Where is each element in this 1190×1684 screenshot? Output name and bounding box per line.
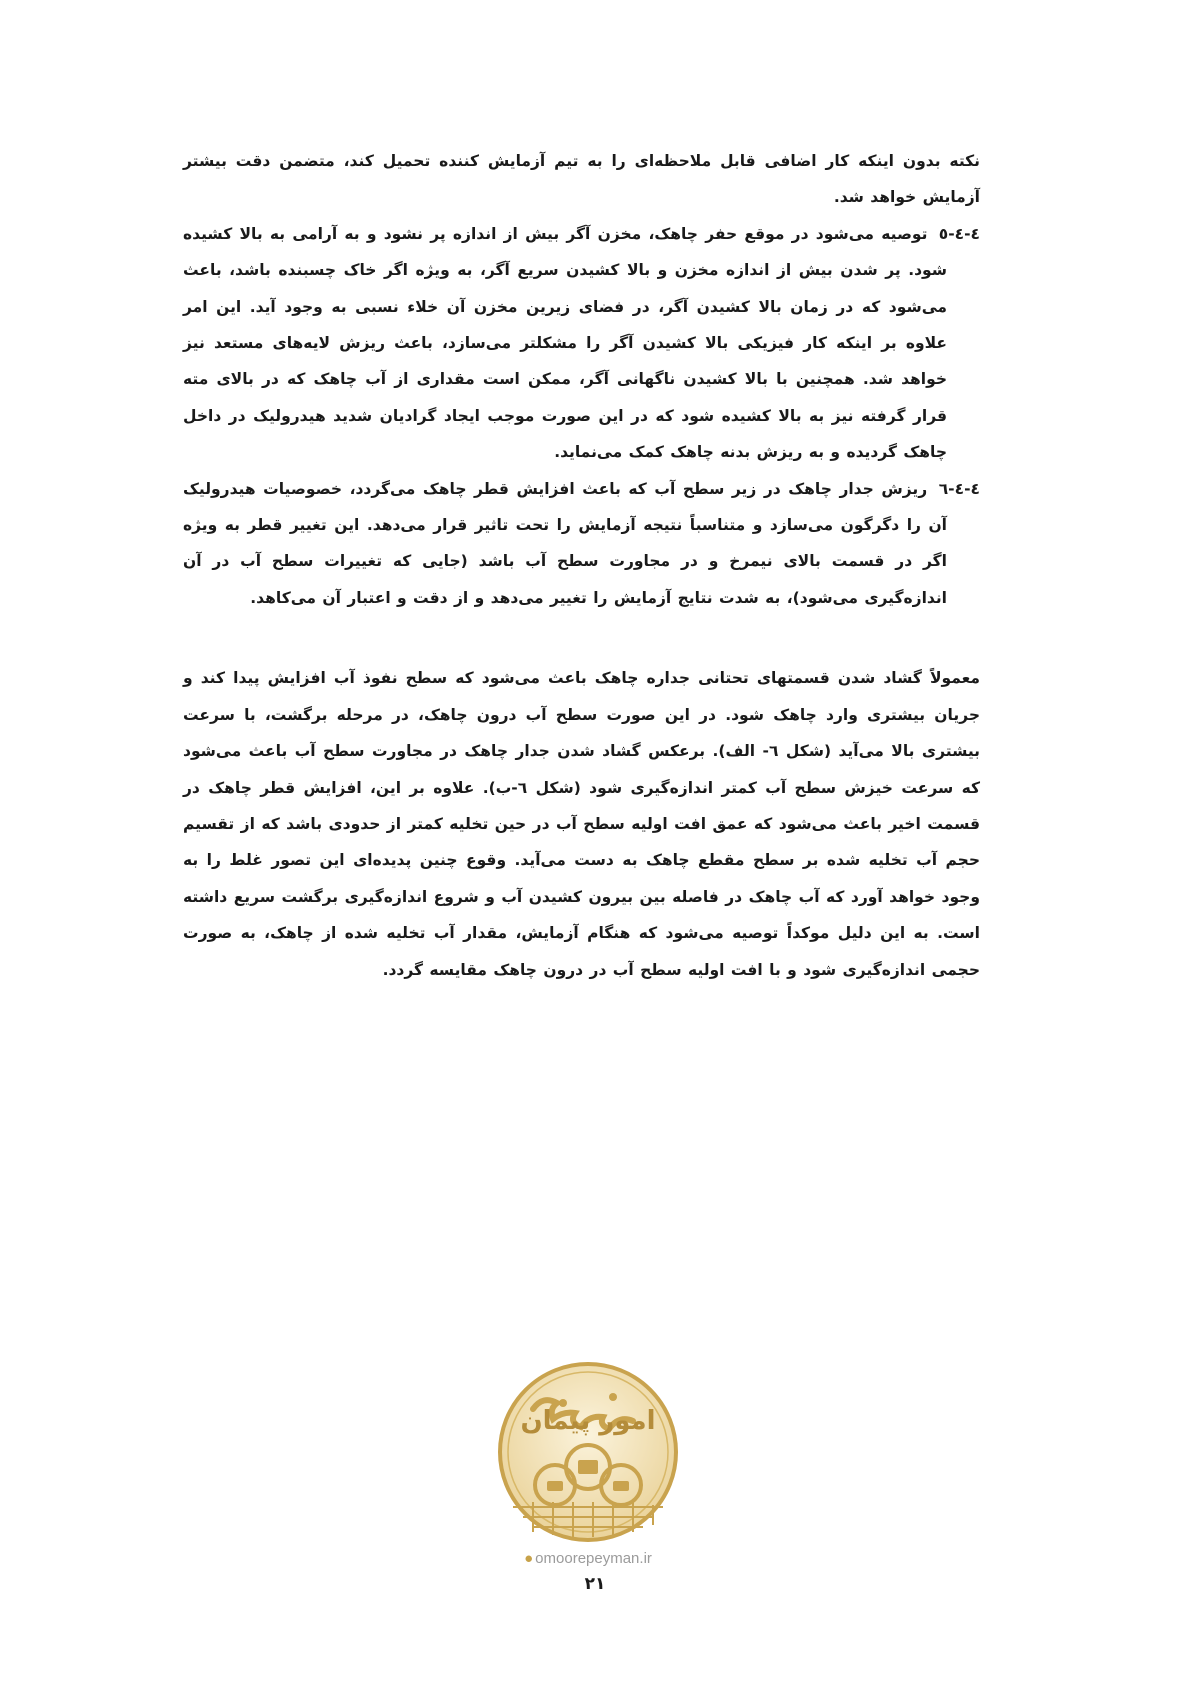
paragraph-spacer xyxy=(183,616,980,660)
omoorepeyman-logo xyxy=(493,1357,683,1547)
at-icon: ● xyxy=(524,1550,534,1567)
section-item-4-4-6 xyxy=(183,471,980,617)
section-item-4-4-5 xyxy=(183,216,980,471)
section-text: توصیه می‌شود در موقع حفر چاهک، مخزن آگر بیش از اندازه پر نشود و به آرامی به بالا کشیده شود. پر شدن بیش از اندازه مخزن و بالا کشیدن سریع آگر، به ویژه اگر خاک چسبنده باشد، باعث می‌شود که در زمان بالا کشیدن آگر، در فضای زیرین مخزن آن خلاء نسبی به وجود آید. این امر علاوه بر اینکه کار فیزیکی بالا کشیدن آگر را مشکلتر می‌سازد، باعث ریزش لایه‌های مستعد نیز خواهد شد. همچنین با بالا کشیدن ناگهانی آگر، ممکن است مقداری از آب چاهک که در بالای مته قرار گرفته نیز به بالا کشیده شود که در این صورت موجب ایجاد گرادیان شدید هیدرولیک در داخل چاهک گردیده و به ریزش بدنه چاهک کمک می‌نماید. xyxy=(183,224,947,462)
section-number: ٤-٤-٥ xyxy=(938,224,980,243)
section-number: ٤-٤-٦ xyxy=(938,479,980,498)
body-text xyxy=(183,143,980,988)
section-text: ریزش جدار چاهک در زیر سطح آب که باعث افزایش قطر چاهک می‌گردد، خصوصیات هیدرولیک آن را دگرگون می‌سازد و متناسباً نتیجه آزمایش را تحت تاثیر قرار می‌دهد. این تغییر قطر به ویژه اگر در قسمت بالای نیمرخ و در مجاورت سطح آب باشد (جایی که تغییرات سطح آب در آن اندازه‌گیری می‌شود)، به شدت نتایج آزمایش را تغییر می‌دهد و از دقت و اعتبار آن می‌کاهد. xyxy=(183,479,947,607)
logo-wordmark: امور پیمان xyxy=(520,1406,656,1436)
website-text: omoorepeyman.ir xyxy=(535,1550,652,1567)
body-paragraph: معمولاً گشاد شدن قسمتهای تحتانی جداره چاهک باعث می‌شود که سطح نفوذ آب افزایش پیدا کند و جریان بیشتری وارد چاهک شود. در این صورت سطح آب درون چاهک، در مرحله برگشت، با سرعت بیشتری بالا می‌آید (شکل ٦- الف). برعکس گشاد شدن جدار چاهک در مجاورت سطح آب باعث می‌شود که سرعت خیزش سطح آب کمتر اندازه‌گیری شود (شکل ٦-ب). علاوه بر این، افزایش قطر چاهک در قسمت اخیر باعث می‌شود که عمق افت اولیه سطح آب در حین تخلیه کمتر از حدودی باشد که از تقسیم حجم آب تخلیه شده بر سطح مقطع چاهک به دست می‌آید. وقوع چنین پدیده‌ای این تصور غلط را به وجود خواهد آورد که آب چاهک در فاصله بین بیرون کشیدن آب و شروع اندازه‌گیری برگشت سریع داشته است. به این دلیل موکداً توصیه می‌شود که هنگام آزمایش، مقدار آب تخلیه شده از چاهک، به صورت حجمی اندازه‌گیری شود و با افت اولیه سطح آب در درون چاهک مقایسه گردد. xyxy=(183,669,980,979)
page-number: ۲۱ xyxy=(584,1574,606,1594)
website-watermark xyxy=(483,1550,693,1567)
lead-paragraph: نکته بدون اینکه کار اضافی قابل ملاحظه‌ای را به تیم آزمایش کننده تحمیل کند، متضمن دقت بیشتر آزمایش خواهد شد. xyxy=(183,152,980,207)
